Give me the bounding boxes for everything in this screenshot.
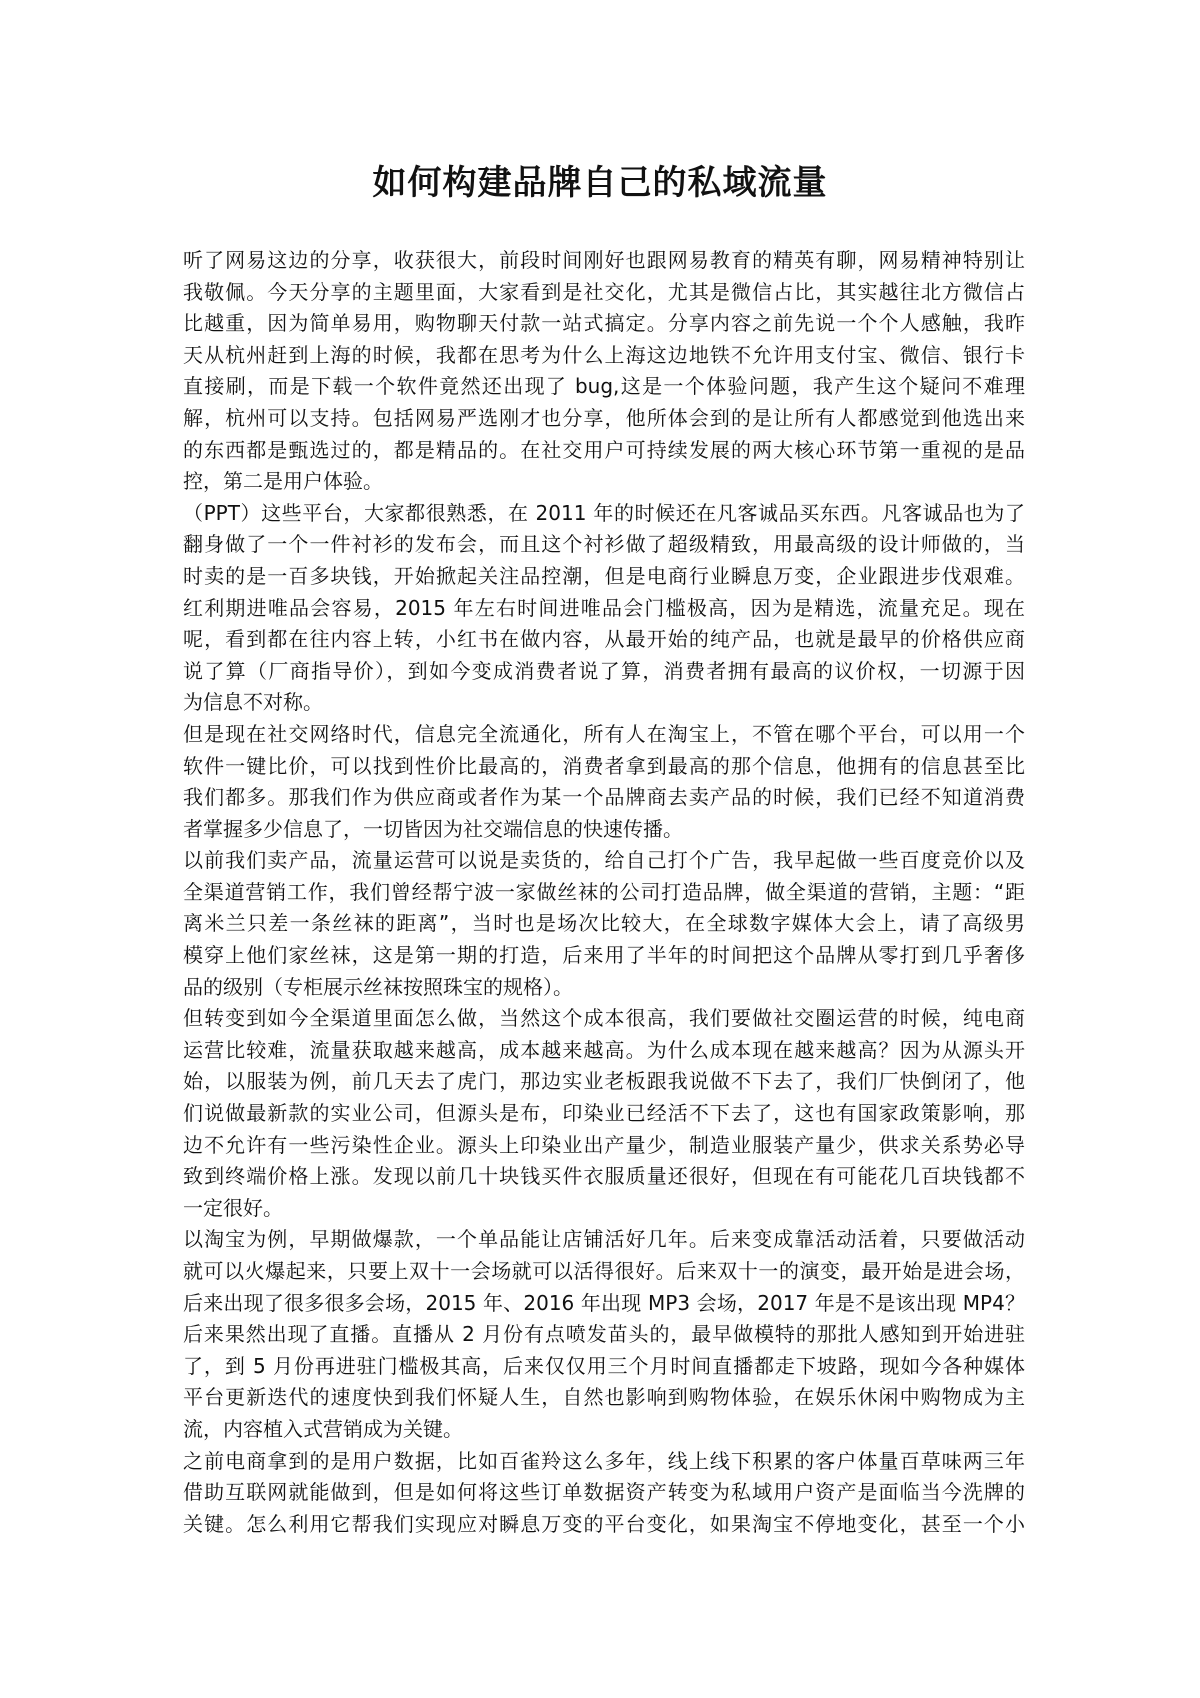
paragraph-line: 为信息不对称。 (183, 690, 323, 715)
paragraph (183, 845, 1025, 1003)
paragraph-line: 但是现在社交网络时代，信息完全流通化，所有人在淘宝上，不管在哪个平台，可以用一个 (183, 721, 1025, 746)
paragraph-line: 但转变到如今全渠道里面怎么做，当然这个成本很高，我们要做社交圈运营的时候，纯电商 (183, 1006, 1025, 1031)
paragraph-line: 后来果然出现了直播。直播从 2 月份有点喷发苗头的，最早做模特的那批人感知到开始进驻 (183, 1322, 1025, 1347)
paragraph-line: 听了网易这边的分享，收获很大，前段时间刚好也跟网易教育的精英有聊，网易精神特别让 (183, 248, 1025, 272)
paragraph (183, 245, 1025, 498)
paragraph-line: 我们都多。那我们作为供应商或者作为某一个品牌商去卖产品的时候，我们已经不知道消费 (183, 785, 1025, 810)
paragraph-line: 就可以火爆起来，只要上双十一会场就可以活得很好。后来双十一的演变，最开始是进会场， (183, 1259, 1025, 1283)
paragraph-line: 品的级别（专柜展示丝袜按照珠宝的规格）。 (183, 974, 573, 999)
paragraph-line: 借助互联网就能做到，但是如何将这些订单数据资产转变为私域用户资产是面临当今洗牌的 (183, 1480, 1025, 1505)
paragraph-line: 始，以服装为例，前几天去了虎门，那边实业老板跟我说做不下去了，我们厂快倒闭了，他 (183, 1069, 1025, 1094)
document-body (183, 245, 1025, 1540)
paragraph-line: 关键。怎么利用它帮我们实现应对瞬息万变的平台变化，如果淘宝不停地变化，甚至一个小 (183, 1511, 1025, 1536)
document-title: 如何构建品牌自己的私域流量 (372, 163, 828, 203)
paragraph-line: 以淘宝为例，早期做爆款，一个单品能让店铺活好几年。后来变成靠活动活着，只要做活动 (183, 1227, 1025, 1252)
paragraph-line: 模穿上他们家丝袜，这是第一期的打造，后来用了半年的时间把这个品牌从零打到几乎奢侈 (183, 943, 1025, 968)
paragraph (183, 719, 1025, 845)
paragraph-line: 红利期进唯品会容易，2015 年左右时间进唯品会门槛极高，因为是精选，流量充足。现在 (183, 595, 1025, 620)
paragraph-line: 者掌握多少信息了，一切皆因为社交端信息的快速传播。 (183, 816, 683, 841)
paragraph-line: 比越重，因为简单易用，购物聊天付款一站式搞定。分享内容之前先说一个个人感触，我昨 (183, 311, 1025, 336)
paragraph-line: 平台更新迭代的速度快到我们怀疑人生，自然也影响到购物体验，在娱乐休闲中购物成为主 (183, 1385, 1025, 1410)
paragraph-line: 边不允许有一些污染性企业。源头上印染业出产量少，制造业服装产量少，供求关系势必导 (183, 1132, 1025, 1157)
paragraph-line: 我敬佩。今天分享的主题里面，大家看到是社交化，尤其是微信占比，其实越往北方微信占 (183, 279, 1025, 304)
paragraph-line: 解，杭州可以支持。包括网易严选刚才也分享，他所体会到的是让所有人都感觉到他选出来 (183, 405, 1025, 430)
paragraph-line: 一定很好。 (183, 1195, 283, 1220)
paragraph-line: 直接刷，而是下载一个软件竟然还出现了 bug,这是一个体验问题，我产生这个疑问不难理 (183, 374, 1025, 399)
paragraph-line: 运营比较难，流量获取越来越高，成本越来越高。为什么成本现在越来越高？因为从源头开 (183, 1037, 1025, 1062)
paragraph-line: 时卖的是一百多块钱，开始掀起关注品控潮，但是电商行业瞬息万变，企业跟进步伐艰难。 (183, 563, 1025, 588)
paragraph-line: 以前我们卖产品，流量运营可以说是卖货的，给自己打个广告，我早起做一些百度竞价以及 (183, 848, 1025, 873)
paragraph-line: 说了算（厂商指导价），到如今变成消费者说了算，消费者拥有最高的议价权，一切源于因 (183, 658, 1025, 683)
paragraph-line: 软件一键比价，可以找到性价比最高的，消费者拿到最高的那个信息，他拥有的信息甚至比 (183, 753, 1025, 778)
paragraph (183, 1224, 1025, 1445)
paragraph-line: 天从杭州赶到上海的时候，我都在思考为什么上海这边地铁不允许用支付宝、微信、银行卡 (183, 342, 1025, 367)
paragraph (183, 1003, 1025, 1224)
paragraph-line: 全渠道营销工作，我们曾经帮宁波一家做丝袜的公司打造品牌，做全渠道的营销，主题：“距 (183, 879, 1025, 904)
paragraph-line: 们说做最新款的实业公司，但源头是布，印染业已经活不下去了，这也有国家政策影响，那 (183, 1101, 1025, 1126)
paragraph (183, 498, 1025, 719)
paragraph-line: 之前电商拿到的是用户数据，比如百雀羚这么多年，线上线下积累的客户体量百草味两三年 (183, 1448, 1025, 1473)
paragraph-line: 致到终端价格上涨。发现以前几十块钱买件衣服质量还很好，但现在有可能花几百块钱都不 (183, 1164, 1025, 1189)
paragraph-line: 了，到 5 月份再进驻门槛极其高，后来仅仅用三个月时间直播都走下坡路，现如今各种媒体 (183, 1353, 1025, 1378)
paragraph-line: 后来出现了很多很多会场，2015 年、2016 年出现 MP3 会场，2017 年是不是该出现 MP4？ (183, 1290, 1025, 1315)
paragraph-line: 离米兰只差一条丝袜的距离”，当时也是场次比较大，在全球数字媒体大会上，请了高级男 (183, 911, 1025, 936)
paragraph (183, 1446, 1025, 1541)
paragraph-line: 翻身做了一个一件衬衫的发布会，而且这个衬衫做了超级精致，用最高级的设计师做的，当 (183, 532, 1025, 557)
paragraph-line: 流，内容植入式营销成为关键。 (183, 1416, 463, 1441)
paragraph-line: （PPT）这些平台，大家都很熟悉，在 2011 年的时候还在凡客诚品买东西。凡客诚品也为了 (183, 500, 1025, 525)
paragraph-line: 呢，看到都在往内容上转，小红书在做内容，从最开始的纯产品，也就是最早的价格供应商 (183, 627, 1025, 652)
paragraph-line: 的东西都是甄选过的，都是精品的。在社交用户可持续发展的两大核心环节第一重视的是品 (183, 437, 1025, 462)
paragraph-line: 控，第二是用户体验。 (183, 469, 383, 494)
